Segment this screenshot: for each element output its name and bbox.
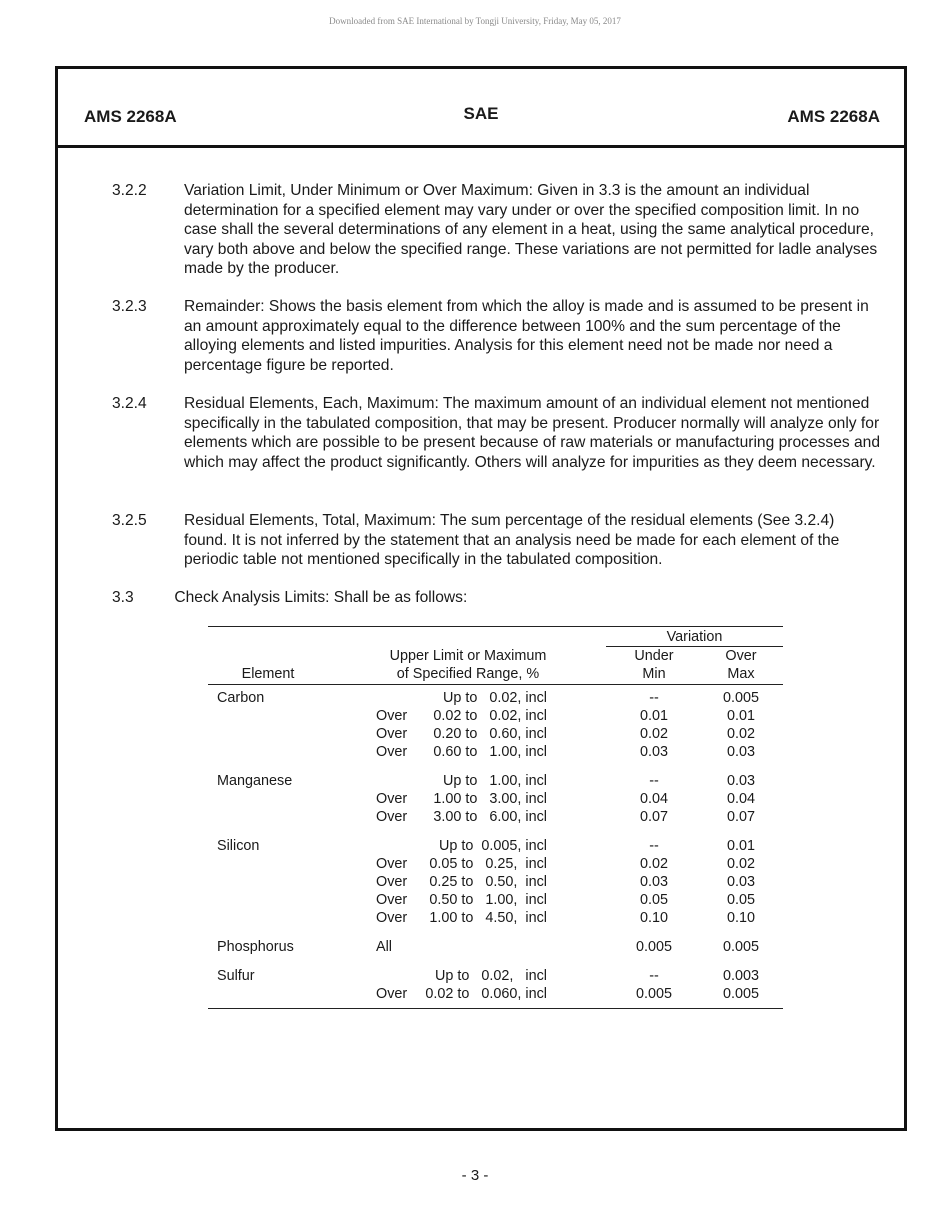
over-max-cell: 0.01 bbox=[726, 708, 755, 724]
element-cell: Silicon bbox=[217, 838, 260, 854]
under-header-line1: Under bbox=[634, 648, 674, 664]
over-max-cell: 0.10 bbox=[726, 910, 755, 926]
under-min-cell: 0.07 bbox=[639, 809, 668, 825]
over-max-cell: 0.07 bbox=[726, 809, 755, 825]
under-min-cell: -- bbox=[649, 773, 659, 789]
section-number: 3.2.4 bbox=[112, 395, 147, 412]
table-row bbox=[208, 773, 783, 791]
section-text: Check Analysis Limits: Shall be as follows: bbox=[174, 589, 468, 606]
range-cell: Up to 0.02, incl bbox=[443, 690, 547, 706]
over-max-cell: 0.05 bbox=[726, 892, 755, 908]
element-cell: Phosphorus bbox=[217, 939, 294, 955]
range-cell: 0.60 to 1.00, incl bbox=[433, 744, 547, 760]
range-cell: 1.00 to 4.50, incl bbox=[429, 910, 547, 926]
range-cell: 1.00 to 3.00, incl bbox=[433, 791, 547, 807]
table-row bbox=[208, 874, 783, 892]
over-max-cell: 0.01 bbox=[726, 838, 755, 854]
section-number: 3.2.5 bbox=[112, 512, 147, 529]
section-3-2-5 bbox=[112, 511, 882, 570]
variation-rule bbox=[606, 646, 783, 647]
element-cell: Manganese bbox=[217, 773, 293, 789]
table-row bbox=[208, 809, 783, 827]
under-min-cell: -- bbox=[649, 968, 659, 984]
table-top-rule bbox=[208, 626, 783, 627]
section-text: Residual Elements, Each, Maximum: The maximum amount of an individual element not mentioned specifically in the tabulated composition, that may be present. Producer normally will analyze only for elements which are possible to be present because of raw materials or manufacturing processes and which may affect the product significantly. Others will analyze for impurities as they deem necessary. bbox=[184, 395, 881, 471]
under-min-cell: 0.03 bbox=[639, 874, 668, 890]
table-row bbox=[208, 892, 783, 910]
page-number: - 3 - bbox=[461, 1167, 489, 1184]
over-max-cell: 0.005 bbox=[722, 690, 759, 706]
range-prefix-cell: Over bbox=[376, 744, 408, 760]
under-min-cell: 0.04 bbox=[639, 791, 668, 807]
under-min-cell: 0.05 bbox=[639, 892, 668, 908]
section-text: Residual Elements, Total, Maximum: The sum percentage of the residual elements (See 3.2.4) found. It is not inferred by the statement that an analysis need be made for each element of the periodic table not mentioned specifically in the tabulated composition. bbox=[184, 512, 840, 568]
table-row bbox=[208, 744, 783, 762]
range-cell: Up to 0.02, incl bbox=[435, 968, 547, 984]
over-max-cell: 0.03 bbox=[726, 744, 755, 760]
section-number: 3.2.2 bbox=[112, 182, 147, 199]
limit-header-line1: Upper Limit or Maximum bbox=[389, 648, 547, 664]
under-min-cell: -- bbox=[649, 690, 659, 706]
table-row bbox=[208, 910, 783, 928]
doc-id-left: AMS 2268A bbox=[84, 107, 177, 126]
limit-header-line2: of Specified Range, % bbox=[396, 666, 540, 682]
range-prefix-cell: Over bbox=[376, 726, 408, 742]
over-max-cell: 0.03 bbox=[726, 874, 755, 890]
under-min-cell: 0.01 bbox=[639, 708, 668, 724]
range-cell: 0.05 to 0.25, incl bbox=[429, 856, 547, 872]
over-max-cell: 0.003 bbox=[722, 968, 759, 984]
section-3-2-4 bbox=[112, 394, 882, 472]
table-row bbox=[208, 708, 783, 726]
range-cell: 0.20 to 0.60, incl bbox=[433, 726, 547, 742]
section-3-2-2 bbox=[112, 181, 882, 279]
over-max-cell: 0.005 bbox=[722, 986, 759, 1002]
range-prefix-cell: Over bbox=[376, 986, 408, 1002]
under-min-cell: 0.02 bbox=[639, 726, 668, 742]
range-prefix-cell: Over bbox=[376, 910, 408, 926]
doc-id-right: AMS 2268A bbox=[787, 107, 880, 126]
range-prefix-cell: Over bbox=[376, 791, 408, 807]
under-min-cell: 0.10 bbox=[639, 910, 668, 926]
section-3-3 bbox=[112, 589, 467, 607]
element-header: Element bbox=[241, 666, 295, 682]
range-prefix-cell: Over bbox=[376, 856, 408, 872]
under-min-cell: -- bbox=[649, 838, 659, 854]
section-text: Remainder: Shows the basis element from which the alloy is made and is assumed to be present in an amount approximately equal to the difference between 100% and the sum percentage of the alloying elements and listed impurities. Analysis for this element need not be made nor need a percentage figure be reported. bbox=[184, 298, 869, 374]
table-row bbox=[208, 986, 783, 1004]
range-cell: 0.25 to 0.50, incl bbox=[429, 874, 547, 890]
element-cell: Carbon bbox=[217, 690, 265, 706]
header-bottom-rule bbox=[208, 684, 783, 685]
over-max-cell: 0.04 bbox=[726, 791, 755, 807]
range-cell: 0.02 to 0.02, incl bbox=[433, 708, 547, 724]
table-row bbox=[208, 791, 783, 809]
over-max-cell: 0.02 bbox=[726, 726, 755, 742]
under-min-cell: 0.02 bbox=[639, 856, 668, 872]
range-prefix-cell: Over bbox=[376, 708, 408, 724]
range-cell: 3.00 to 6.00, incl bbox=[433, 809, 547, 825]
section-number: 3.2.3 bbox=[112, 298, 147, 315]
publisher-center: SAE bbox=[463, 104, 499, 123]
element-cell: Sulfur bbox=[217, 968, 255, 984]
under-min-cell: 0.03 bbox=[639, 744, 668, 760]
over-max-cell: 0.005 bbox=[722, 939, 759, 955]
table-row bbox=[208, 726, 783, 744]
range-cell: Up to 1.00, incl bbox=[443, 773, 547, 789]
section-number: 3.3 bbox=[112, 589, 134, 606]
range-prefix-cell: Over bbox=[376, 874, 408, 890]
range-prefix-cell: Over bbox=[376, 892, 408, 908]
over-max-cell: 0.03 bbox=[726, 773, 755, 789]
download-watermark: Downloaded from SAE International by Tongji University, Friday, May 05, 2017 bbox=[329, 16, 621, 26]
table-row bbox=[208, 690, 783, 708]
over-max-cell: 0.02 bbox=[726, 856, 755, 872]
section-3-2-3 bbox=[112, 297, 882, 375]
over-header-line2: Max bbox=[727, 666, 755, 682]
range-prefix-cell: Over bbox=[376, 809, 408, 825]
table-row bbox=[208, 939, 783, 957]
document-frame bbox=[55, 66, 907, 1131]
variation-header: Variation bbox=[666, 629, 723, 645]
range-prefix-cell: All bbox=[376, 939, 392, 955]
page-header bbox=[58, 69, 904, 148]
under-min-cell: 0.005 bbox=[635, 986, 672, 1002]
over-header-line1: Over bbox=[725, 648, 757, 664]
table-bottom-rule bbox=[208, 1008, 783, 1009]
under-header-line2: Min bbox=[642, 666, 666, 682]
table-row bbox=[208, 838, 783, 856]
range-cell: 0.02 to 0.060, incl bbox=[425, 986, 547, 1002]
table-row bbox=[208, 968, 783, 986]
under-min-cell: 0.005 bbox=[635, 939, 672, 955]
range-cell: 0.50 to 1.00, incl bbox=[429, 892, 547, 908]
section-text: Variation Limit, Under Minimum or Over Maximum: Given in 3.3 is the amount an individual determination for a specified element may vary under or over the specified composition limit. In no case shall the several determinations of any element in a heat, using the same analytical procedure, vary both above and below the specified range. These variations are not permitted for ladle analyses made by the producer. bbox=[184, 182, 878, 277]
range-cell: Up to 0.005, incl bbox=[439, 838, 547, 854]
table-row bbox=[208, 856, 783, 874]
